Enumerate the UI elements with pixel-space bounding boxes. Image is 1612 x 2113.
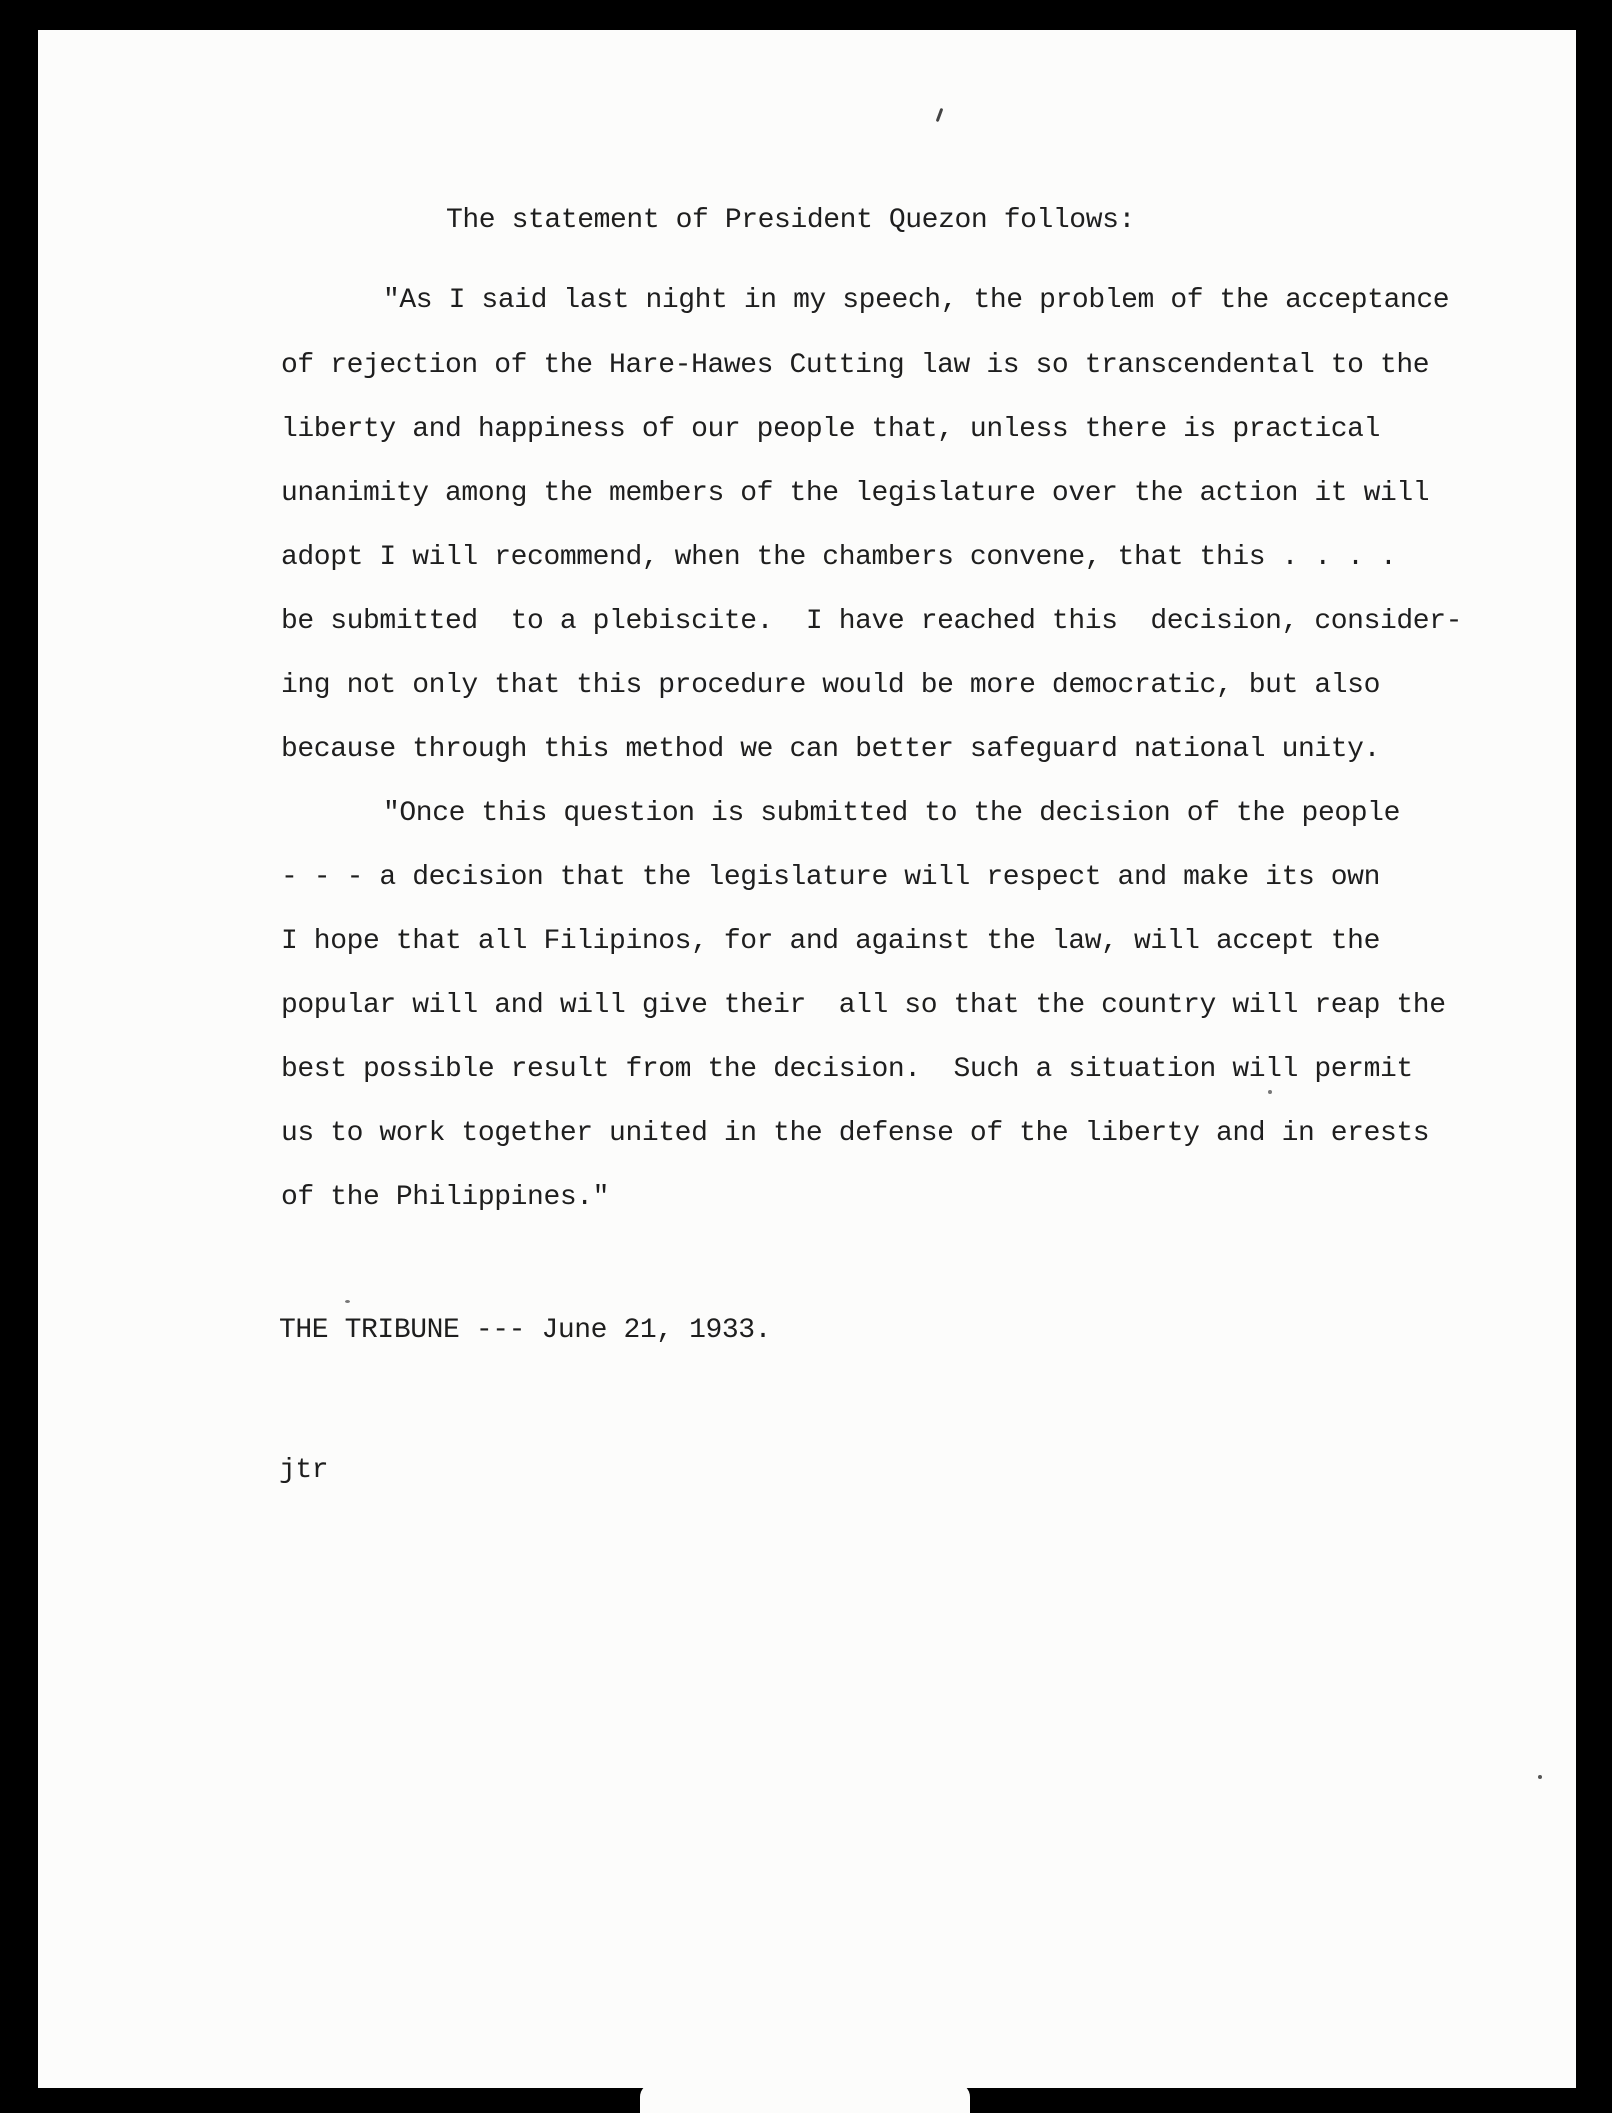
scan-speck (936, 108, 944, 122)
paragraph1-line: "As I said last night in my speech, the problem of the acceptance (383, 285, 1450, 316)
scan-tab (640, 2083, 970, 2113)
paragraph1-line: adopt I will recommend, when the chambers convene, that this . . . . (281, 542, 1397, 573)
paragraph2-line: - - - a decision that the legislature will respect and make its own (281, 862, 1380, 893)
paragraph1-line: of rejection of the Hare-Hawes Cutting law is so transcendental to the (281, 350, 1430, 381)
scan-speck (1268, 1090, 1272, 1094)
typist-initials: jtr (279, 1455, 329, 1486)
scan-speck (345, 1300, 350, 1303)
source-line: THE TRIBUNE --- June 21, 1933. (279, 1315, 772, 1346)
paragraph2-line: popular will and will give their all so that the country will reap the (281, 990, 1446, 1021)
statement-heading: The statement of President Quezon follows: (446, 205, 1135, 236)
paragraph1-line: because through this method we can better safeguard national unity. (281, 734, 1380, 765)
paragraph2-line: us to work together united in the defense of the liberty and in erests (281, 1118, 1430, 1149)
paragraph2-line: of the Philippines." (281, 1182, 610, 1213)
paragraph1-line: be submitted to a plebiscite. I have reached this decision, consider- (281, 606, 1462, 637)
paragraph1-line: unanimity among the members of the legislature over the action it will (281, 478, 1430, 509)
paragraph1-line: ing not only that this procedure would be more democratic, but also (281, 670, 1380, 701)
paragraph2-line: "Once this question is submitted to the decision of the people (383, 798, 1400, 829)
paragraph2-line: I hope that all Filipinos, for and against the law, will accept the (281, 926, 1380, 957)
paragraph2-line: best possible result from the decision. Such a situation will permit (281, 1054, 1413, 1085)
paragraph1-line: liberty and happiness of our people that, unless there is practical (281, 414, 1380, 445)
scan-speck (1538, 1775, 1542, 1779)
document-page (38, 30, 1576, 2088)
